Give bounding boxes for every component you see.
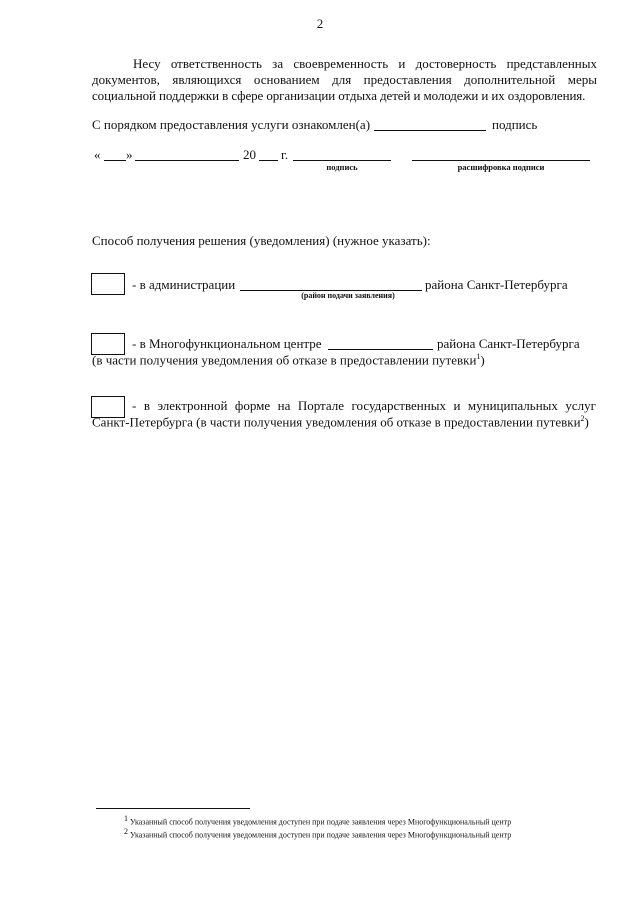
date-decoding-line[interactable] [412,160,590,161]
footnote-1-number: 1 [124,814,128,823]
option-administration-checkbox[interactable] [91,273,125,295]
footnote-separator [96,808,250,809]
date-close-quote: » [126,147,133,162]
option-portal-line-1: - в электронной форме на Портале государственных и муниципальных услуг [132,398,596,413]
option-mfc-note-end: ) [480,352,485,368]
footnote-1 [124,814,511,827]
date-year-suffix: г. [281,147,289,162]
footnote-ref-1: 1 [476,352,481,361]
footnote-2-number: 2 [124,827,128,836]
option-administration-suffix: района Санкт-Петербурга [425,277,568,292]
option-mfc-suffix: района Санкт-Петербурга [437,336,580,351]
footnote-2 [124,827,511,840]
option-portal-line-2-end: ) [584,414,589,430]
page-number: 2 [316,16,324,31]
date-open-quote: « [94,147,101,162]
option-mfc-district-line[interactable] [328,349,433,350]
responsibility-line-1: Несу ответственность за своевременность и достоверность представленных [133,56,597,71]
option-portal-line-2-text: Санкт-Петербурга (в части получения уведомления об отказе в предоставлении путевки [92,414,581,430]
date-month-line[interactable] [135,160,239,161]
acquainted-signature-line[interactable] [374,130,486,131]
date-year-prefix: 20 [243,147,256,162]
footnote-2-text: Указанный способ получения уведомления доступен при подаче заявления через Многофункциональный центр [130,830,512,840]
method-heading: Способ получения решения (уведомления) (нужное указать): [92,233,431,248]
option-administration-caption: (район подачи заявления) [301,291,395,300]
footnote-1-text: Указанный способ получения уведомления доступен при подаче заявления через Многофункциональный центр [130,817,512,827]
option-administration-prefix: - в администрации [132,277,236,292]
date-day-line[interactable] [104,160,126,161]
signature-caption: подпись [326,162,358,172]
option-mfc-prefix: - в Многофункциональном центре [132,336,322,351]
option-portal-line-2 [92,414,589,430]
option-mfc-note [92,352,485,368]
footnote-ref-2: 2 [580,414,585,423]
responsibility-line-2: документов, являющихся основанием для предоставления дополнительной меры [92,72,597,87]
option-mfc-note-text: (в части получения уведомления об отказе в предоставлении путевки [92,352,477,368]
acquainted-text: С порядком предоставления услуги ознакомлен(а) [92,117,371,132]
date-year-line[interactable] [259,160,278,161]
date-signature-line[interactable] [293,160,391,161]
acquainted-signature-word: подпись [492,117,538,132]
responsibility-line-3: социальной поддержки в сфере организации отдыха детей и молодежи и их оздоровления. [92,88,586,103]
decoding-caption: расшифровка подписи [457,162,545,172]
